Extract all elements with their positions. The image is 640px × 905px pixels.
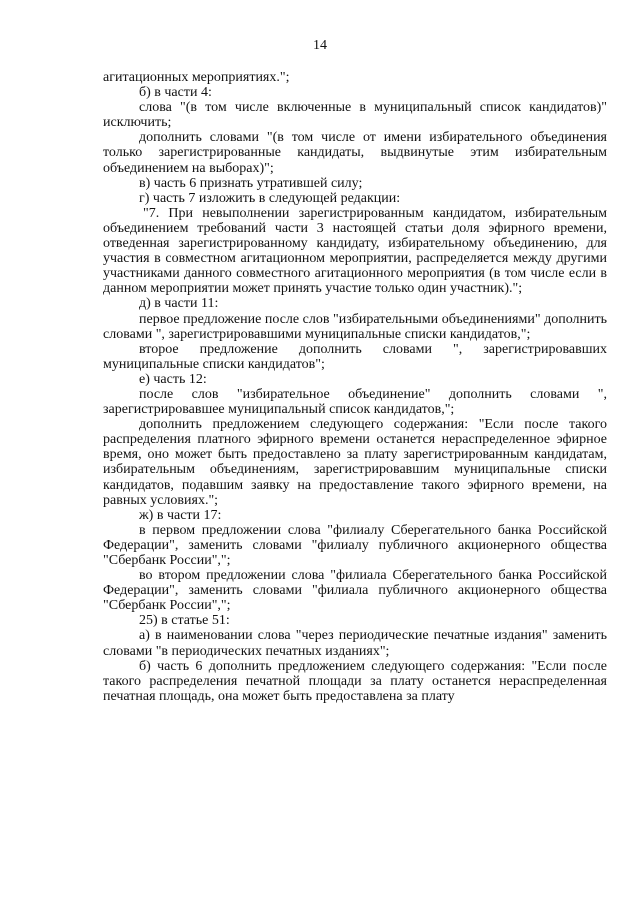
paragraph: е) часть 12: bbox=[139, 371, 207, 387]
paragraph: агитационных мероприятиях."; bbox=[103, 70, 290, 85]
paragraph: "7. При невыполнении зарегистрированным кандидатом, избирательным объединением требований части 3 настоящей статьи доля эфирного времени, отведенная зарегистрированному кандидату, избирательному объединению, для участия в совместном агитационном мероприятии, распределяется между другими участниками данного совместного агитационного мероприятия (в том числе если в данном мероприятии может принять участие только один участник)."; bbox=[103, 205, 607, 297]
paragraph: в) часть 6 признать утратившей силу; bbox=[139, 175, 363, 191]
paragraph: ж) в части 17: bbox=[139, 507, 222, 523]
page-number: 14 bbox=[313, 38, 327, 53]
paragraph: д) в части 11: bbox=[139, 296, 219, 312]
document-body bbox=[103, 70, 607, 704]
paragraph: б) часть 6 дополнить предложением следующего содержания: "Если после такого распределения печатной площади за плату останется нераспределенная печатная площадь, она может быть предоставлена за плату bbox=[103, 658, 607, 704]
paragraph: после слов "избирательное объединение" дополнить словами ", зарегистрировавшее муниципальный список кандидатов,"; bbox=[103, 386, 607, 418]
paragraph: слова "(в том числе включенные в муниципальный список кандидатов)" исключить; bbox=[103, 100, 607, 131]
paragraph: 25) в статье 51: bbox=[139, 613, 230, 629]
paragraph: а) в наименовании слова "через периодические печатные издания" заменить словами "в периодических печатных изданиях"; bbox=[103, 628, 607, 659]
paragraph: первое предложение после слов "избирательными объединениями" дополнить словами ", зарегистрировавшими муниципальные списки кандидатов,"; bbox=[103, 311, 607, 342]
paragraph: дополнить словами "(в том числе от имени избирательного объединения только зарегистрированные кандидаты, выдвинутые этим избирательным объединением на выборах)"; bbox=[103, 130, 607, 176]
paragraph: б) в части 4: bbox=[139, 85, 212, 101]
paragraph: в первом предложении слова "филиалу Сберегательного банка Российской Федерации", заменить словами "филиалу публичного акционерного общества "Сбербанк России","; bbox=[103, 522, 607, 568]
paragraph: г) часть 7 изложить в следующей редакции: bbox=[139, 190, 401, 206]
paragraph: во втором предложении слова "филиала Сберегательного банка Российской Федерации", заменить словами "филиала публичного акционерного общества "Сбербанк России","; bbox=[103, 568, 607, 614]
paragraph: второе предложение дополнить словами ", зарегистрировавших муниципальные списки кандидатов"; bbox=[103, 341, 607, 372]
paragraph: дополнить предложением следующего содержания: "Если после такого распределения платного эфирного времени останется нераспределенное эфирное время, оно может быть предоставлено за плату зарегистрированным кандидатам, избирательным объединениям, зарегистрировавшим муниципальные списки кандидатов, подавшим заявку на предоставление такого эфирного времени, на равных условиях."; bbox=[103, 417, 607, 508]
